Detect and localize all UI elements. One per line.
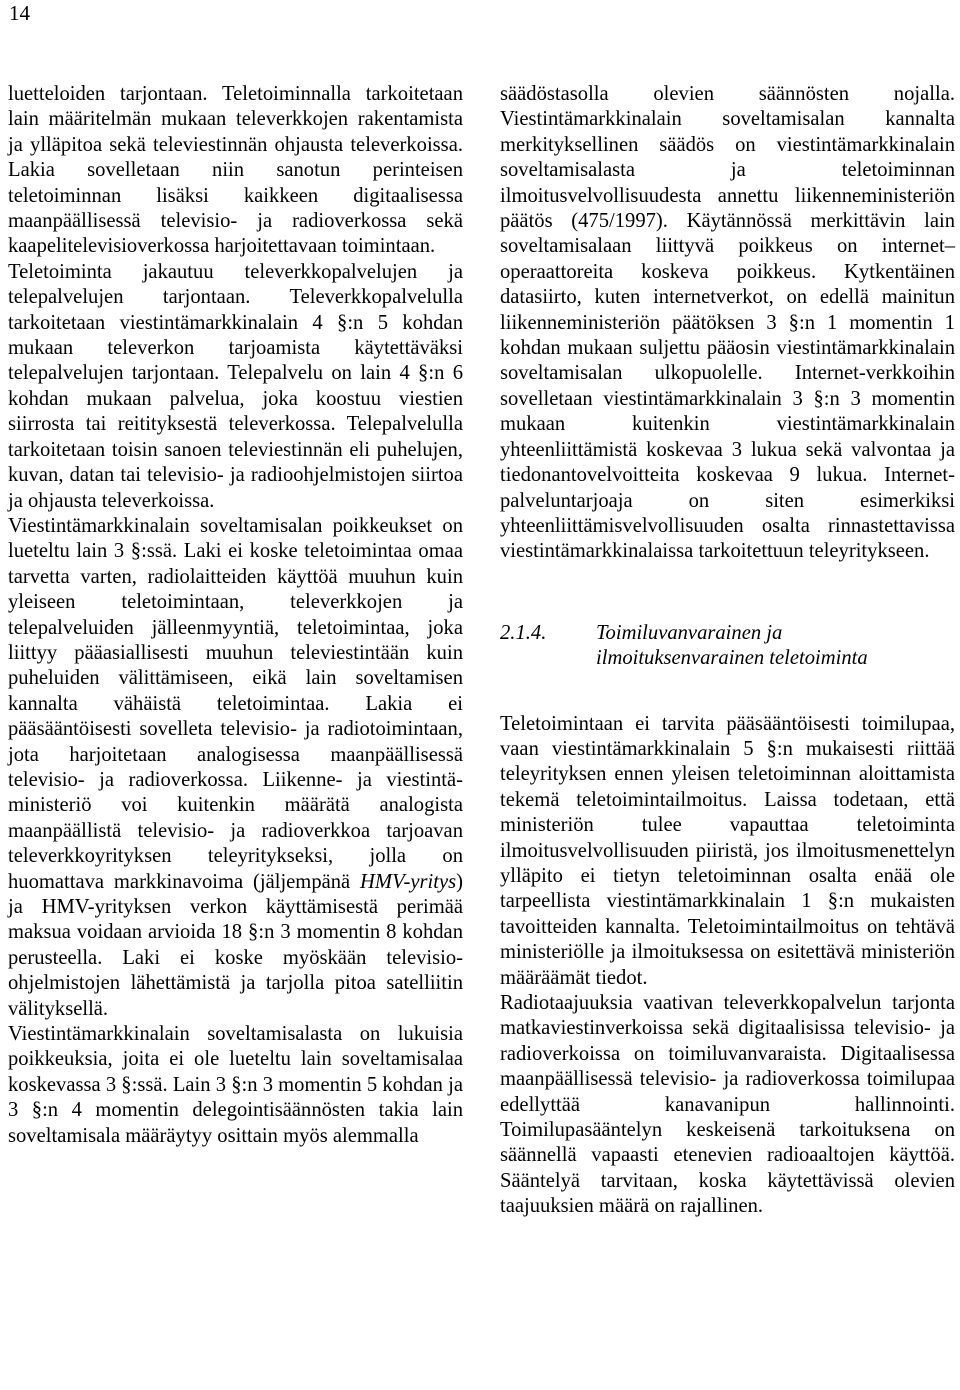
section-number: 2.1.4. [500, 621, 547, 644]
paragraph: Teletoiminta jakautuu televerkkopalvelujen ja telepalvelujen tarjontaan. Televerkkopalvelulla tarkoitetaan viestintämarkkinalain 4 §:n 5 kohdan mukaan televerkon tarjoamista käytettäväksi telepalvelujen tarjontaan. Telepalvelu on lain 4 §:n 6 kohdan mukaan palvelua, joka koostuu viestien siirrosta tai reitityksestä televerkossa. Telepalvelulla tarkoitetaan toisin sanoen televiestinnän eli puhelujen, kuvan, datan tai televisio- ja radioohjelmistojen siirtoa ja ohjausta televerkoissa. [8, 260, 463, 512]
paragraph: luetteloiden tarjontaan. Teletoiminnalla tarkoitetaan lain määritelmän mukaan televerkkojen rakentamista ja ylläpitoa sekä televiestinnän ohjausta televerkoissa. Lakia sovelletaan niin sanotun perinteisen teletoiminnan lisäksi kaikkeen digitaalisessa maanpäällisessä televisio- ja radioverkossa sekä kaapelitelevisioverkossa harjoitettavaan toimintaan. [8, 83, 463, 258]
paragraph: Viestintämarkkinalain soveltamisalasta on lukuisia poikkeuksia, joita ei ole lueteltu lain soveltamisalaa koskevassa 3 §:ssä. Lain 3 §:n 3 momentin 5 kohdan ja 3 §:n 4 momentin delegointisäännösten takia lain soveltamisala määräytyy osittain myös alemmalla [8, 1023, 463, 1147]
paragraph-text: ) ja HMV-yrityksen verkon käyttämisestä perimää maksua voidaan arvioida 18 §:n 3 momentin 8 kohdan perusteella. Laki ei koske myöskään televisio-ohjelmistojen lähettämistä ja tarjolla pitoa satelliitin välityksellä. [8, 870, 463, 1020]
paragraph [8, 514, 463, 1022]
paragraph: Teletoimintaan ei tarvita pääsääntöisesti toimilupaa, vaan viestintämarkkinalain 5 §:n mukaisesti riittää teleyrityksen ennen yleisen teletoiminnan aloittamista tekemä teletoimintailmoitus. Laissa todetaan, että ministeriön tulee vapauttaa teletoiminta ilmoitusvelvollisuuden piiristä, jos ilmoitusmenettelyn ylläpito ei tietyn teletoiminnan osalta enää ole tarpeellista viestintämarkkinalain 1 §:n mukaisten tavoitteiden kannalta. Teletoimintailmoitus on tehtävä ministeriölle ja ilmoituksessa on esitettävä ministeriön määräämät tiedot. [500, 712, 955, 989]
paragraph-text: Viestintämarkkinalain soveltamisalan poikkeukset on lueteltu lain 3 §:ssä. Laki ei koske teletoimintaa omaa tarvetta varten, radiolaitteiden käyttöä muuhun kuin yleiseen teletoimintaan, televerkkojen ja telepalveluiden jälleenmyyntiä, teletoimintaa, joka liittyy pääasiallisesti muuhun televiestintään kuin puheluiden välittämiseen, eikä lain soveltamisen kannalta vähäistä teletoimintaa. Lakia ei pääsääntöisesti sovelleta televisio- ja radiotoimintaan, jota harjoitetaan analogisessa maanpäällisessä televisio- ja radioverkossa. Liikenne- ja viestintäministeriö voi kuitenkin määrätä analogista maanpäällistä televisio- ja radioverkkoa tarjoavan televerkkoyrityksen teleyritykseksi, jolla on huomattava markkinavoima (jäljempänä [8, 514, 463, 893]
section-title: Toimiluvanvarainen ja ilmoituksenvarainen teletoiminta [596, 621, 868, 670]
page-number: 14 [9, 1, 30, 25]
section-heading [500, 621, 955, 672]
spacer [500, 672, 955, 712]
paragraph: säädöstasolla olevien säännösten nojalla. Viestintämarkkinalain soveltamisalan kannalta merkityksellinen säädös on viestintämarkkinalain soveltamisalasta ja teletoiminnan ilmoitusvelvollisuudesta annettu liikenneministeriön päätös (475/1997). Käytännössä merkittävin lain soveltamisalaan liittyvä poikkeus on internet–operaattoreita koskeva poikkeus. Kytkentäinen datasiirto, kuten internetverkot, on edellä mainitun liikenneministeriön päätöksen 3 §:n 1 momentin 1 kohdan mukaan suljettu pääosin viestintämarkkinalain soveltamisalan ulkopuolelle. Internet-verkkoihin sovelletaan viestintämarkkinalain 3 §:n 3 momentin mukaan kuitenkin viestintämarkkinalain yhteenliittämistä koskevaa 3 lukua sekä valvontaa ja tiedonantovelvoitteita koskevaa 9 lukua. Internet-palveluntarjoaja on siten esimerkiksi yhteenliittämisvelvollisuuden osalta rinnastettavissa viestintämarkkinalaissa tarkoitettuun teleyritykseen. [500, 83, 955, 563]
emphasized-term: HMV-yritys [360, 870, 457, 893]
right-column [500, 82, 955, 1220]
paragraph: Radiotaajuuksia vaativan televerkkopalvelun tarjonta matkaviestinverkoissa sekä digitaalisissa televisio- ja radioverkoissa on toimiluvanvaraista. Digitaalisessa maanpäällisessä televisio- ja radioverkossa toimilupaa edellyttää kanavanipun hallinnointi. Toimilupasääntelyn keskeisenä tarkoituksena on säännellä vapaasti etenevien radioaaltojen käyttöä. Sääntelyä tarvitaan, koska käytettävissä olevien taajuuksien määrä on rajallinen. [500, 992, 955, 1218]
spacer [500, 565, 955, 621]
left-column [8, 82, 463, 1149]
